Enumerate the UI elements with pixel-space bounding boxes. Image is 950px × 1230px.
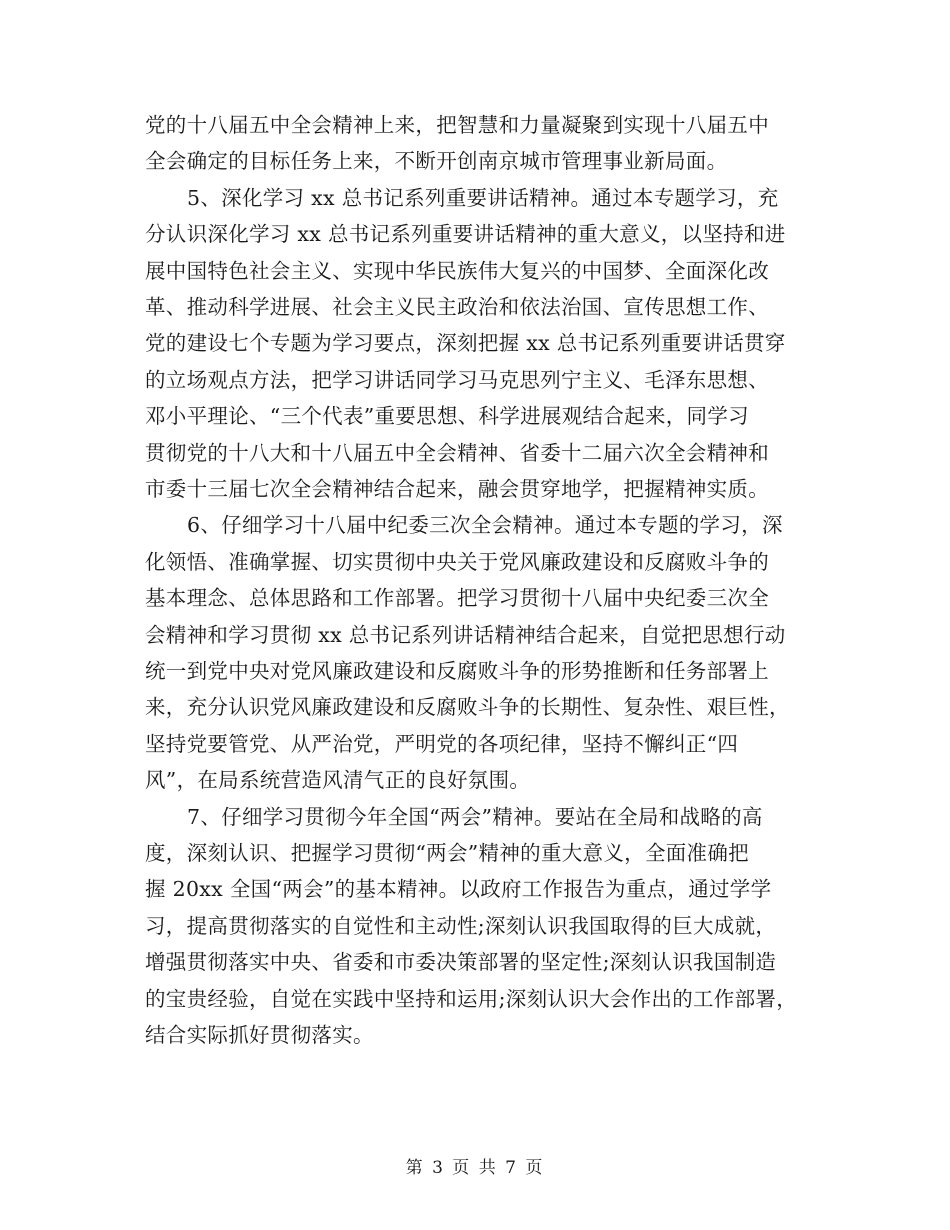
body-line: 习，提高贯彻落实的自觉性和主动性;深刻认识我国取得的巨大成就， (145, 914, 777, 938)
body-line: 市委十三届七次全会精神结合起来，融会贯穿地学，把握精神实质。 (145, 477, 769, 501)
body-line: 增强贯彻落实中央、省委和市委决策部署的坚定性;深刻认识我国制造 (145, 950, 777, 974)
body-line: 风”，在局系统营造风清气正的良好氛围。 (145, 768, 531, 792)
body-line: 展中国特色社会主义、实现中华民族伟大复兴的中国梦、全面深化改 (145, 259, 769, 283)
body-line: 坚持党要管党、从严治党，严明党的各项纪律，坚持不懈纠正“四 (145, 732, 739, 756)
body-line: 基本理念、总体思路和工作部署。把学习贯彻十八届中央纪委三次全 (145, 586, 769, 610)
page-number-footer: 第 3 页 共 7 页 (405, 1158, 545, 1178)
body-line: 来，充分认识党风廉政建设和反腐败斗争的长期性、复杂性、艰巨性， (145, 695, 790, 719)
body-line: 分认识深化学习 xx 总书记系列重要讲话精神的重大意义，以坚持和进 (145, 222, 786, 246)
body-line: 度，深刻认识、把握学习贯彻“两会”精神的重大意义，全面准确把 (145, 841, 749, 865)
body-line: 会精神和学习贯彻 xx 总书记系列讲话精神结合起来，自觉把思想行动 (145, 623, 786, 647)
body-line: 党的十八届五中全会精神上来，把智慧和力量凝聚到实现十八届五中 (145, 113, 769, 137)
paragraph-7-start: 7、仔细学习贯彻今年全国“两会”精神。要站在全局和战略的高 (187, 805, 763, 829)
body-line: 统一到党中央对党风廉政建设和反腐败斗争的形势推断和任务部署上 (145, 659, 769, 683)
body-line: 结合实际抓好贯彻落实。 (145, 1023, 374, 1047)
body-line: 的立场观点方法，把学习讲话同学习马克思列宁主义、毛泽东思想、 (145, 368, 769, 392)
body-line: 革、推动科学进展、社会主义民主政治和依法治国、宣传思想工作、 (145, 295, 769, 319)
body-line: 握 20xx 全国“两会”的基本精神。以政府工作报告为重点，通过学学 (145, 877, 772, 901)
body-line: 贯彻党的十八大和十八届五中全会精神、省委十二届六次全会精神和 (145, 441, 769, 465)
paragraph-6-start: 6、仔细学习十八届中纪委三次全会精神。通过本专题的学习，深 (187, 513, 783, 537)
body-line: 全会确定的目标任务上来，不断开创南京城市管理事业新局面。 (145, 149, 728, 173)
body-line: 化领悟、准确掌握、切实贯彻中央关于党风廉政建设和反腐败斗争的 (145, 550, 769, 574)
body-line: 邓小平理论、“三个代表”重要思想、科学进展观结合起来，同学习 (145, 404, 749, 428)
body-line: 党的建设七个专题为学习要点，深刻把握 xx 总书记系列重要讲话贯穿 (145, 331, 786, 355)
body-line: 的宝贵经验，自觉在实践中坚持和运用;深刻认识大会作出的工作部署， (145, 987, 798, 1011)
paragraph-5-start: 5、深化学习 xx 总书记系列重要讲话精神。通过本专题学习，充 (187, 186, 779, 210)
